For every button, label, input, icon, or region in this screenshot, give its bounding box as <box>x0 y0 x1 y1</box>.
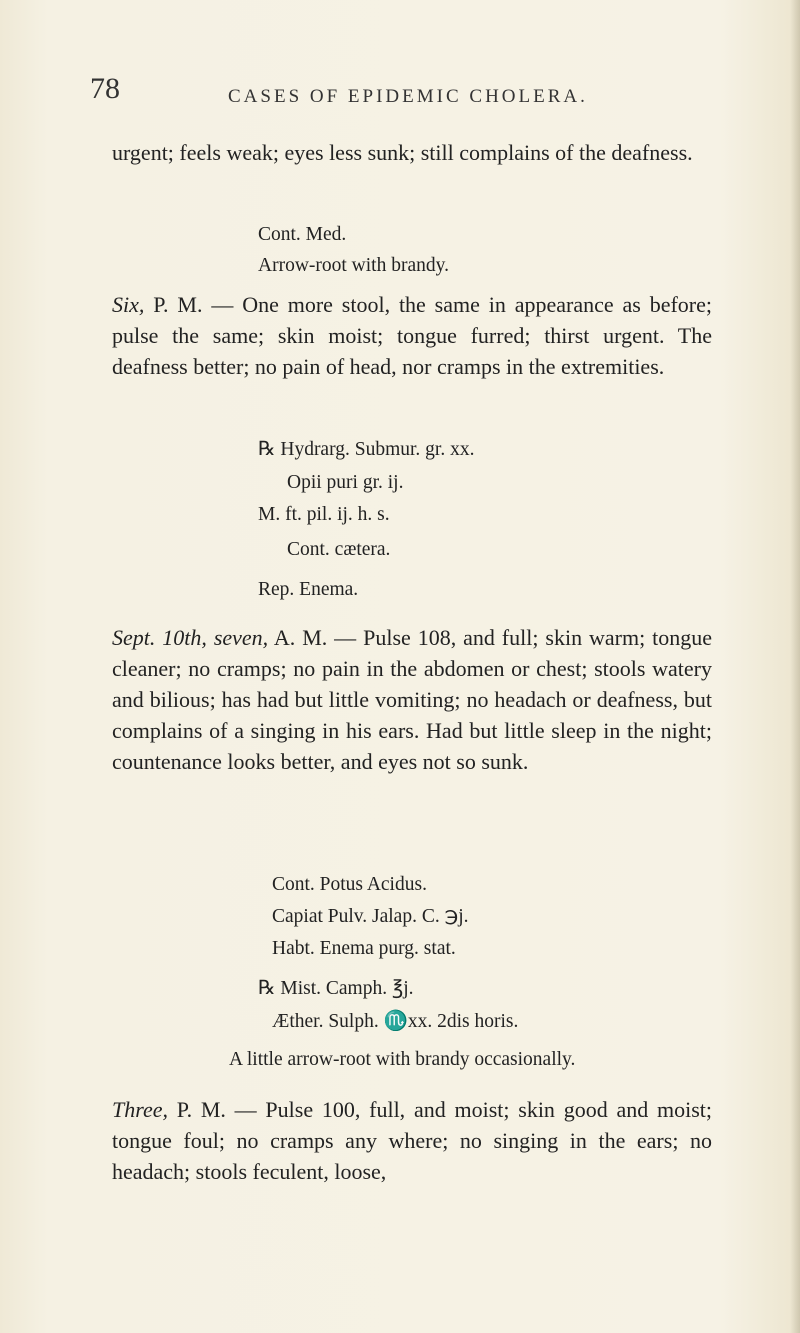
paragraph-2 <box>112 289 712 382</box>
rx2-line-2: Opii puri gr. ij. <box>287 472 404 493</box>
page-edge-shadow <box>790 0 800 1333</box>
paragraph-4-text: P. M. — Pulse 100, full, and moist; skin good and moist; tongue foul; no cramps any where; no singing in the ears; no headach; stools feculent, loose, <box>112 1097 712 1184</box>
rx3-line-1: Cont. Potus Acidus. <box>272 874 427 895</box>
rx3-line-6: A little arrow-root with brandy occasionally. <box>229 1049 576 1070</box>
rx1-line-1: Cont. Med. <box>258 224 347 245</box>
rx3-line-4: ℞ Mist. Camph. ℥j. <box>258 978 414 999</box>
paragraph-3-lead: Sept. 10th, seven, <box>112 625 269 650</box>
paragraph-3 <box>112 622 712 777</box>
paragraph-2-text: P. M. — One more stool, the same in appearance as before; pulse the same; skin moist; tongue furred; thirst urgent. The deafness better; no pain of head, nor cramps in the extremities. <box>112 292 712 379</box>
rx1-line-2: Arrow-root with brandy. <box>258 255 449 276</box>
paragraph-2-lead: Six, <box>112 292 145 317</box>
page-number: 78 <box>90 72 120 105</box>
rx2-line-4: Cont. cætera. <box>287 539 391 560</box>
paragraph-1 <box>112 137 712 168</box>
rx2-line-5: Rep. Enema. <box>258 579 359 600</box>
rx3-line-3: Habt. Enema purg. stat. <box>272 938 456 959</box>
paragraph-4 <box>112 1094 712 1187</box>
rx3-line-5: Æther. Sulph. ♏xx. 2dis horis. <box>272 1011 519 1032</box>
paragraph-4-lead: Three, <box>112 1097 169 1122</box>
rx2-line-1: ℞ Hydrarg. Submur. gr. xx. <box>258 439 475 460</box>
paragraph-1-text: urgent; feels weak; eyes less sunk; still complains of the deafness. <box>112 140 693 165</box>
running-head: CASES OF EPIDEMIC CHOLERA. <box>228 86 588 107</box>
rx3-line-2: Capiat Pulv. Jalap. C. ℈j. <box>272 906 469 927</box>
paragraph-3-text: A. M. — Pulse 108, and full; skin warm; tongue cleaner; no cramps; no pain in the abdomen or chest; stools watery and bilious; has had but little vomiting; no headach or deafness, but complains of a singing in his ears. Had but little sleep in the night; countenance looks better, and eyes not so sunk. <box>112 625 712 774</box>
rx2-line-3: M. ft. pil. ij. h. s. <box>258 504 390 525</box>
page-header <box>90 72 730 112</box>
